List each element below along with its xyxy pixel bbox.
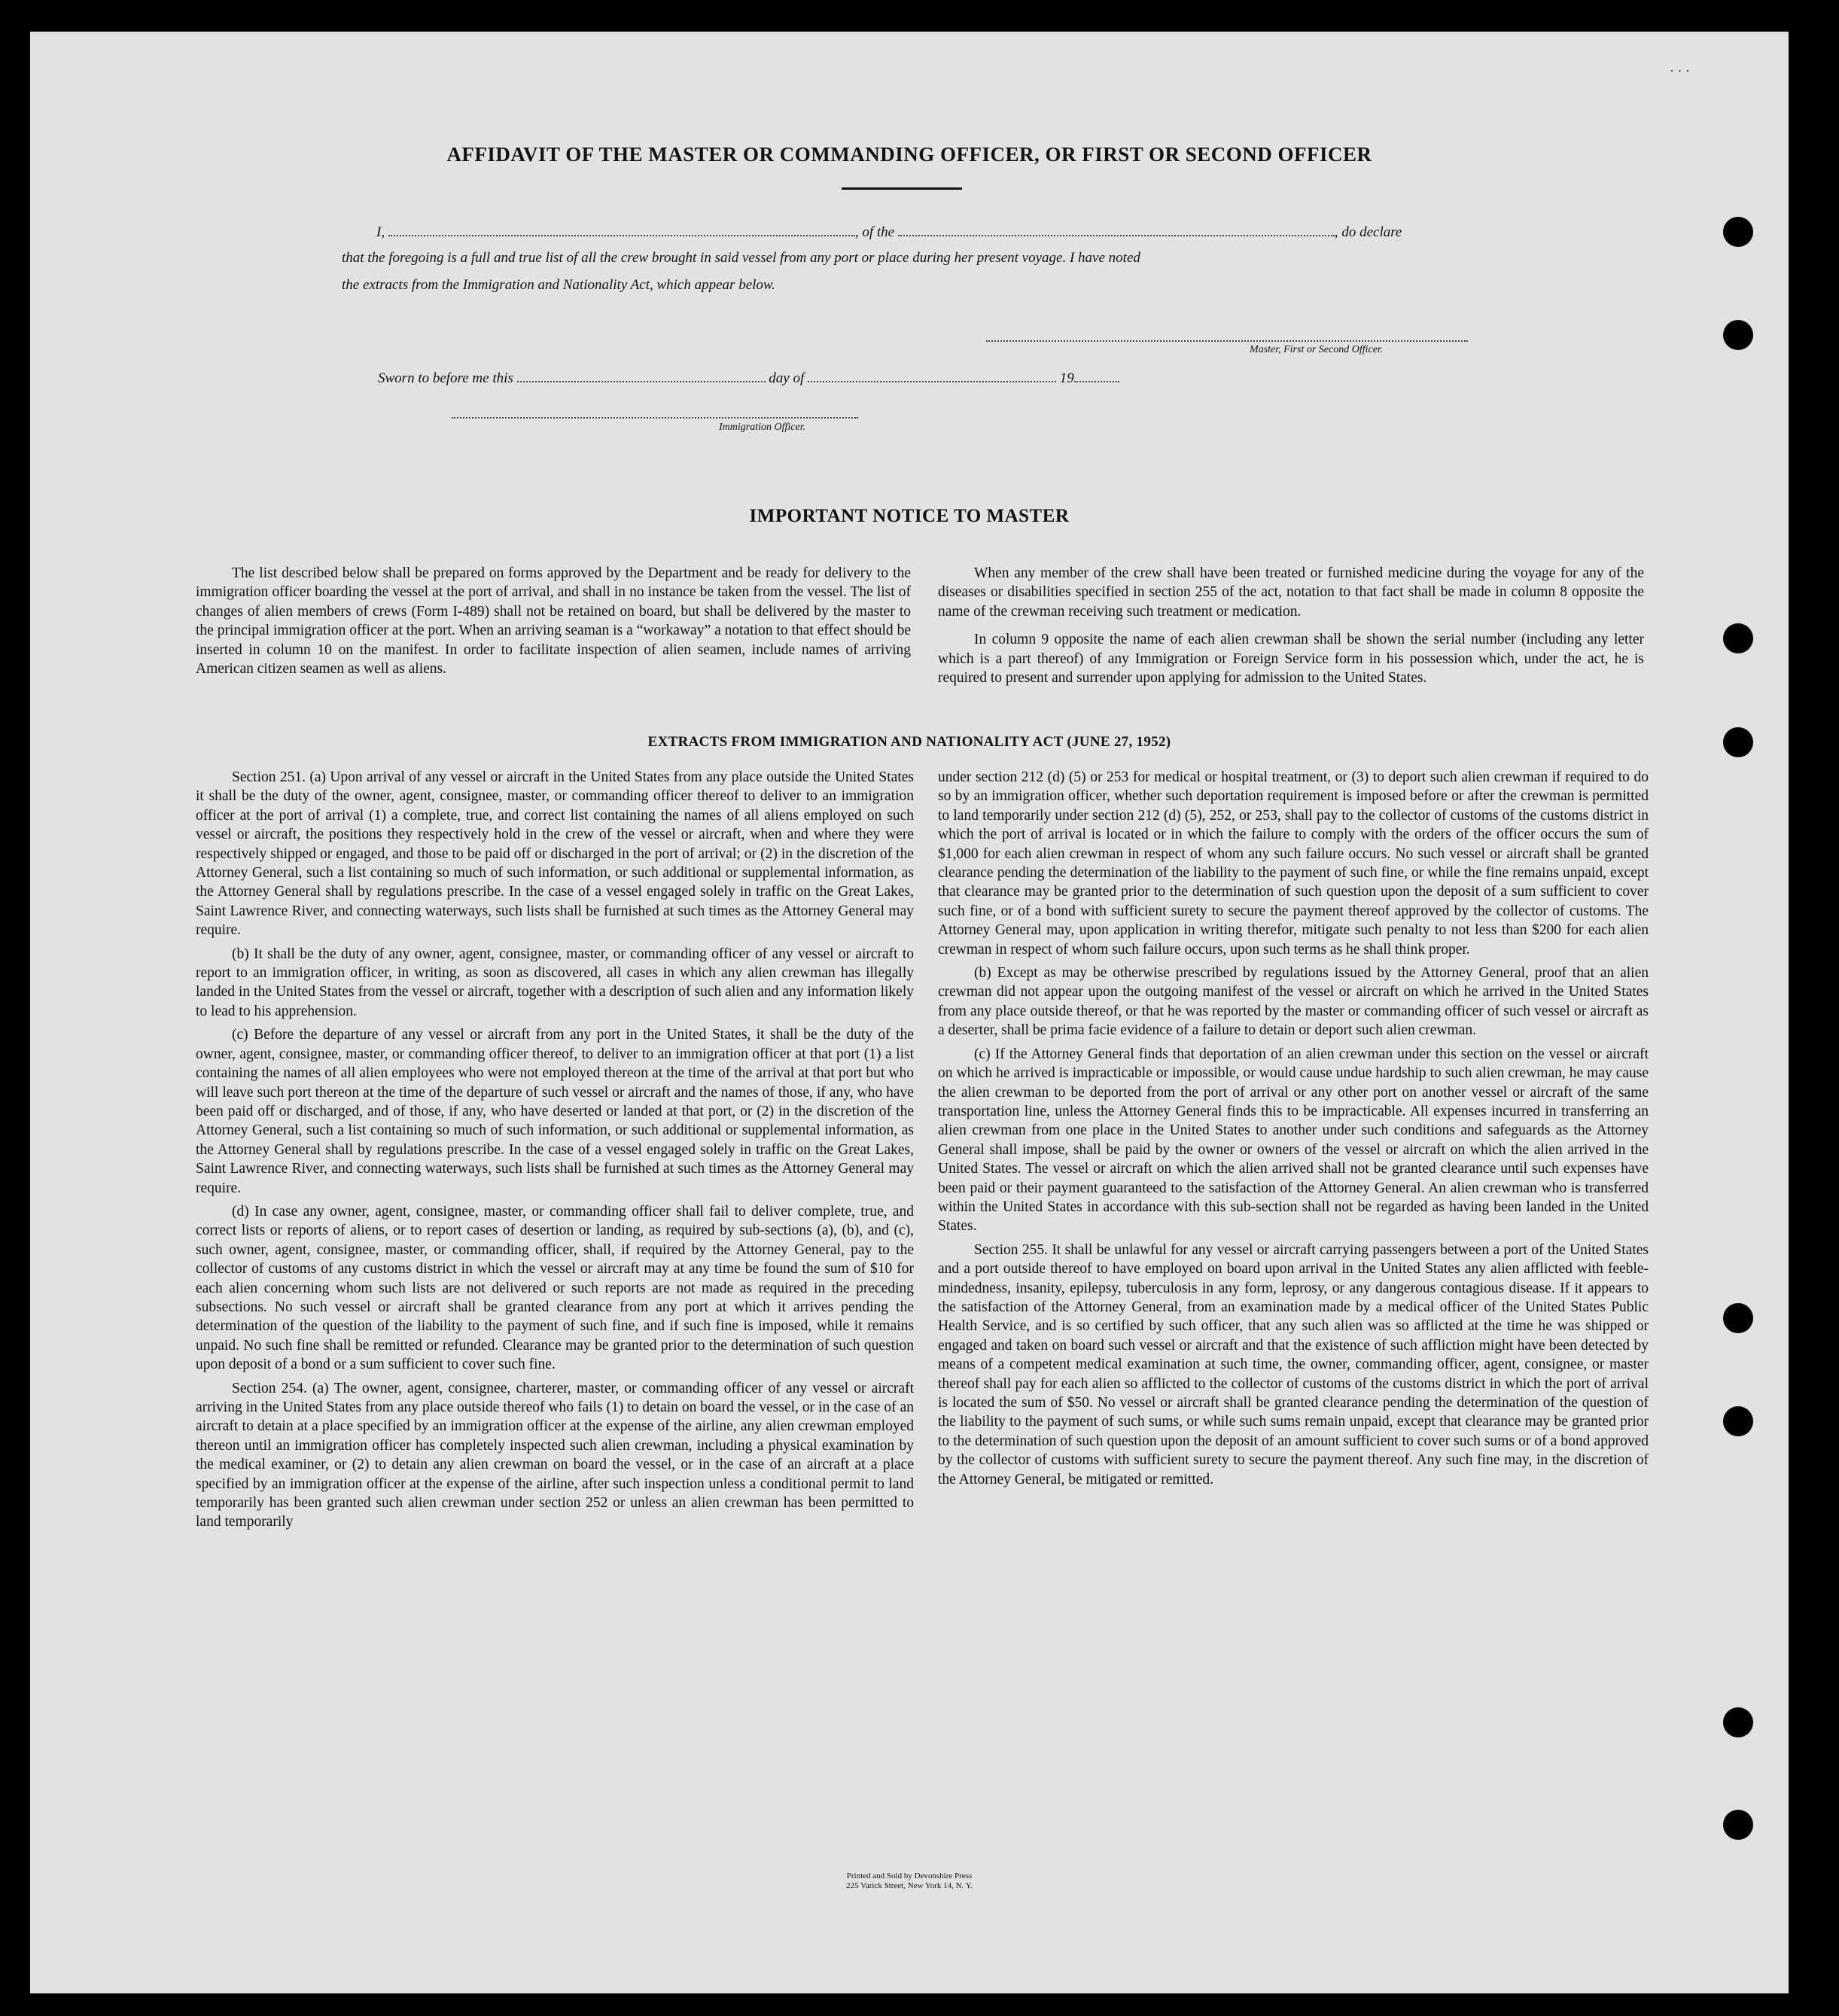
section-251-b: (b) It shall be the duty of any owner, agent, consignee, master, or commanding officer of any vessel or aircraft to report to an immigration officer, in writing, as soon as discovered, all cases in which any alien crewman has illegally landed in the United States from the vessel or aircraft, together with a description of such alien and any information likely to lead to his apprehension. <box>196 946 914 1019</box>
form-sheet <box>30 32 1789 1993</box>
extracts-left-column <box>196 768 914 1536</box>
declaration-prefix: I, <box>376 224 385 240</box>
binder-hole <box>1723 217 1753 247</box>
officer-signature-label: Immigration Officer. <box>719 422 806 433</box>
vessel-name-field[interactable] <box>898 221 1335 236</box>
printer-imprint-line-1: Printed and Sold by Devonshire Press <box>846 1871 973 1880</box>
notice-right-paragraph-1: When any member of the crew shall have been treated or furnished medicine during the voyage for any of the diseases or disabilities specified in section 255 of the act, notation to that fact shall be made in column 8 opposite the name of the crewman receiving such treatment or medication. <box>938 565 1644 620</box>
declaration-middle: , of the <box>854 224 895 240</box>
binder-hole <box>1723 1303 1753 1333</box>
title-rule <box>842 187 962 190</box>
notice-left-paragraph: The list described below shall be prepared on forms approved by the Department and be ready for delivery to the immigration officer boarding the vessel at the port of arrival, and shall in no instance be taken from the vessel. The list of changes of alien members of crews (Form I-489) shall not be retained on board, but shall be delivered by the master to the principal immigration officer at the port. When an arriving seaman is a “workaway” a notation to that effect should be inserted in column 10 on the manifest. In order to facilitate inspection of alien seamen, include names of arriving American citizen seamen as well as aliens. <box>196 565 911 678</box>
sworn-year-label: 19 <box>1059 370 1074 386</box>
section-251-c: (c) Before the departure of any vessel or aircraft from any port in the United States, it shall be the duty of the owner, agent, consignee, master, or commanding officer thereof, to deliver to an immigration officer at that port (1) a list containing the names of all alien employees who were not employed thereon at the time of the arrival at that port but who will leave such port thereon at the time of the departure of such vessel or aircraft and the names of those, if any, who have been paid off or discharged, and of those, if any, who have deserted or landed at that port, or (2) in the discretion of the Attorney General, such a list containing so much of such information, or such additional or supplemental information, as the Attorney General shall by regulations prescribe. In the case of a vessel engaged solely in traffic on the Great Lakes, Saint Lawrence River, and connecting waterways, such lists shall be furnished at such times as the Attorney General may require. <box>196 1027 914 1196</box>
binder-hole <box>1723 1406 1753 1436</box>
officer-signature-line[interactable] <box>452 417 858 419</box>
notice-left-column <box>196 564 911 683</box>
notice-title: IMPORTANT NOTICE TO MASTER <box>749 506 1070 526</box>
section-254-b: (b) Except as may be otherwise prescribed by regulations issued by the Attorney General, proof that an alien crewman did not appear upon the outgoing manifest of the vessel or aircraft on which he arrived in the United States from any place outside thereof, or that he was reported by the master or commanding officer of such vessel or aircraft as a deserter, shall be prima facie evidence of a failure to detain or deport such alien crewman. <box>938 965 1649 1039</box>
sworn-month-field[interactable] <box>808 367 1056 382</box>
scan-specks: · · · <box>1670 63 1690 78</box>
section-251-a: Section 251. (a) Upon arrival of any vessel or aircraft in the United States from any place outside the United States it shall be the duty of the owner, agent, consignee, master, or commanding officer thereof to deliver to an immigration officer at the port of arrival (1) a complete, true, and correct list containing the names of all aliens employed on such vessel or aircraft, the positions they respectively hold in the crew of the vessel or aircraft, when and where they were respectively shipped or engaged, and those to be paid off or discharged in the port of arrival; or (2) in the discretion of the Attorney General, such a list containing so much of such information, or such additional or supplemental information, as the Attorney General shall by regulations prescribe. In the case of a vessel engaged solely in traffic on the Great Lakes, Saint Lawrence River, and connecting waterways, such lists shall be furnished at such times as the Attorney General may require. <box>196 769 914 939</box>
section-255: Section 255. It shall be unlawful for any vessel or aircraft carrying passengers between a port of the United States and a port outside thereof to have employed on board upon arrival in the United States any alien afflicted with feeble-mindedness, insanity, epilepsy, tuberculosis in any form, leprosy, or any dangerous contagious disease. If it appears to the satisfaction of the Attorney General, from an examination made by a medical officer of the United States Public Health Service, and is so certified by such officer, that any such alien was so afflicted at the time he was shipped or engaged and taken on board such vessel or aircraft and that the existence of such affliction might have been detected by means of a competent medical examination at such time, the owner, commanding officer, agent, consignee, or master thereof shall pay for each alien so afflicted to the collector of customs of the customs district in which the port of arrival is located the sum of $50. No vessel or aircraft shall be granted clearance pending the determination of the question of the liability to the payment of such sums, or while such sums remain unpaid, except that clearance may be granted prior to the determination of such question upon the deposit of an amount sufficient to cover such sums or of a bond approved by the collector of customs with sufficient surety to secure the payment thereof. Any such fine may, in the discretion of the Attorney General, be mitigated or remitted. <box>938 1241 1649 1488</box>
sworn-prefix: Sworn to before me this <box>378 370 513 386</box>
notice-right-paragraph-2: In column 9 opposite the name of each alien crewman shall be shown the serial number (including any letter which is a part thereof) of any Immigration or Foreign Service form in his possession which, under the act, he is required to present and surrender upon applying for admission to the United States. <box>938 632 1644 687</box>
binder-hole <box>1723 320 1753 350</box>
section-254-a: Section 254. (a) The owner, agent, consignee, charterer, master, or commanding officer of any vessel or aircraft arriving in the United States from any place outside thereof who fails (1) to detain on board the vessel, or in the case of an aircraft to detain at a place specified by an immigration officer at the expense of the airline, any alien crewman employed thereon until an immigration officer has completely inspected such alien crewman, including a physical examination by the medical examiner, or (2) to detain any alien crewman on board the vessel, or in the case of an aircraft at a place specified by an immigration officer at the expense of the airline, after such inspection unless a conditional permit to land temporarily has been granted such alien crewman under section 252 or unless an alien crewman has been permitted to land temporarily <box>196 1380 914 1530</box>
declaration-line-3: the extracts from the Immigration and Nationality Act, which appear below. <box>342 277 775 293</box>
sworn-day-label: day of <box>769 370 805 386</box>
notice-right-column <box>938 564 1644 692</box>
declaration-suffix: , do declare <box>1334 224 1402 240</box>
section-251-d: (d) In case any owner, agent, consignee, master, or commanding officer shall fail to deliver complete, true, and correct lists or reports of aliens, or to report cases of desertion or landing, as required by sub-sections (a), (b), and (c), such owner, agent, consignee, master, or commanding officer, shall, if required by the Attorney General, pay to the collector of customs of any customs district in which the vessel or aircraft may at any time be found the sum of $10 for each alien concerning whom such lists are not delivered or such reports are not made as required in the preceding subsections. No such vessel or aircraft shall be granted clearance from any port at which it arrives pending the determination of the question of the liability to the payment of such fine, and if such fine is imposed, while it remains unpaid. No such fine shall be remitted or refunded. Clearance may be granted prior to the determination of such question upon deposit of a bond or a sum sufficient to cover such fine. <box>196 1203 914 1373</box>
binder-hole <box>1723 1707 1753 1737</box>
declaration-line-1 <box>376 221 1402 241</box>
declarant-name-field[interactable] <box>388 221 855 236</box>
binder-hole <box>1723 623 1753 653</box>
affidavit-title: AFFIDAVIT OF THE MASTER OR COMMANDING OFFICER, OR FIRST OR SECOND OFFICER <box>446 143 1372 166</box>
sworn-year-field[interactable] <box>1074 367 1119 382</box>
master-signature-line[interactable] <box>986 340 1468 342</box>
sworn-line <box>378 367 1119 387</box>
section-254-a-continued: under section 212 (d) (5) or 253 for medical or hospital treatment, or (3) to deport such alien crewman if required to do so by an immigration officer, whether such deportation requirement is imposed before or after the crewman is permitted to land temporarily under section 212 (d) (5), 252, or 253, shall pay to the collector of customs of the customs district in which the port of arrival is located or in which the failure to comply with the orders of the officer occurs the sum of $1,000 for each alien crewman in respect of whom any such failure occurs. No such vessel or aircraft shall be granted clearance pending the determination of the liability to the payment of such fine, or while the fine remains unpaid, except that clearance may be granted prior to the determination of such question upon the deposit of a sum sufficient to cover such fine, or of a bond with sufficient surety to secure the payment thereof approved by the collector of customs. The Attorney General may, upon application in writing therefor, mitigate such penalty to not less than $200 for each alien crewman in respect of whom such failure occurs, upon such terms as he shall think proper. <box>938 769 1649 958</box>
extracts-right-column <box>938 768 1649 1494</box>
master-signature-label: Master, First or Second Officer. <box>1250 344 1384 355</box>
extracts-title: EXTRACTS FROM IMMIGRATION AND NATIONALITY ACT (JUNE 27, 1952) <box>647 734 1171 750</box>
binder-hole <box>1723 1810 1753 1840</box>
section-254-c: (c) If the Attorney General finds that deportation of an alien crewman under this section on the vessel or aircraft on which he arrived is impracticable or impossible, or would cause undue hardship to such alien crewman, he may cause the alien crewman to be deported from the port of arrival or any other port on another vessel or aircraft of the same transportation line, unless the Attorney General finds this to be impracticable. All expenses incurred in transferring an alien crewman from one place in the United States to another under such conditions and safeguards as the Attorney General shall impose, shall be paid by the owner or owners of the vessel or aircraft on which the alien arrived in the United States. The vessel or aircraft on which the alien arrived shall not be granted clearance until such expenses have been paid or their payment guaranteed to the satisfaction of the Attorney General. An alien crewman who is transferred within the United States in accordance with this sub-section shall not be regarded as having been landed in the United States. <box>938 1046 1649 1235</box>
printer-imprint-line-2: 225 Varick Street, New York 14, N. Y. <box>846 1881 973 1890</box>
binder-hole <box>1723 727 1753 757</box>
declaration-line-2: that the foregoing is a full and true list of all the crew brought in said vessel from any port or place during her present voyage. I have noted <box>342 250 1140 266</box>
printer-imprint <box>30 1871 1789 1891</box>
sworn-day-field[interactable] <box>517 367 766 382</box>
